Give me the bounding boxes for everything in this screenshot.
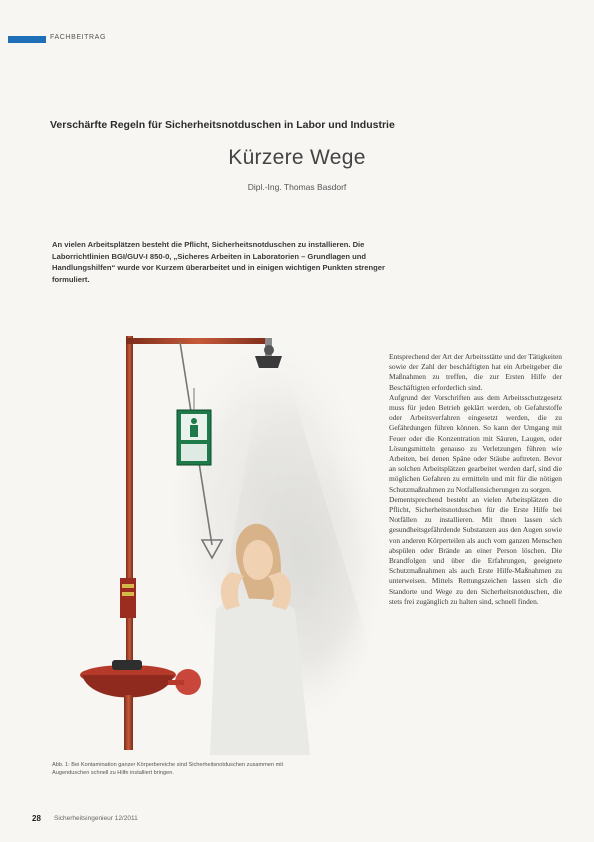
rubric-label: FACHBEITRAG bbox=[50, 34, 106, 41]
article-author: Dipl.-Ing. Thomas Basdorf bbox=[247, 182, 347, 192]
article-kicker: Verschärfte Regeln für Sicherheitsnotduschen in Labor und Industrie bbox=[50, 119, 395, 131]
body-column bbox=[389, 352, 562, 607]
emergency-shower-photo bbox=[40, 310, 400, 755]
magazine-issue: Sicherheitsingenieur 12/2011 bbox=[54, 815, 138, 822]
pipe-horizontal bbox=[126, 338, 271, 344]
eye-wash-nozzle bbox=[112, 660, 142, 670]
shower-head-icon bbox=[255, 356, 282, 368]
page-number: 28 bbox=[32, 814, 41, 823]
rubric-color-bar bbox=[8, 36, 46, 43]
figure-caption: Abb. 1: Bei Kontamination ganzer Körperbereiche sind Sicherheitsnotduschen zusammen mit Augenduschen schnell zu Hilfe installiert bringen. bbox=[52, 762, 284, 776]
body-paragraph: Dementsprechend besteht an vielen Arbeitsplätzen die Pflicht, Sicherheitsnotduschen für die Erste Hilfe bei Notfällen zu installieren. Mit ihnen lassen sich gesundheitsgefährdende Substanzen aus den Augen sowie von anderen Körperteilen als auch vom ganzen Menschen abspülen oder Brände an einer Person löschen. Die Brandfolgen und über die Erfahrungen, geeignete Schutzmaßnahmen als auch Erste Hilfe-Maßnahmen zu unterweisen. Mittels Rettungszeichen lassen sich die Standorte und Wege zu den Sicherheitsnotduschen, die stets frei zugänglich zu halten sind, schnell finden. bbox=[389, 494, 562, 606]
article-title: Kürzere Wege bbox=[228, 146, 366, 169]
body-paragraph: Aufgrund der Vorschriften aus dem Arbeitsschutzgesetz muss für jeden Betrieb geklärt werden, ob Gefahrstoffe oder Arbeitsverfahren eingesetzt werden, die zu Gefährdungen führen können. So kann der Umgang mit Feuer oder die Konzentration mit Säuren, Laugen, oder Lösungsmitteln genauso zu Verletzungen führen wie Arbeiten, bei denen Späne oder Stäube auftreten. Bevor an solchen Arbeitsplätzen gearbeitet werden darf, sind die möglichen Gefahren zu ermitteln und mit für die nötigen Schutzmaßnahmen zu Notfallensicherungen zu sorgen. bbox=[389, 392, 562, 494]
body-paragraph: Entsprechend der Art der Arbeitsstätte und der Tätigkeiten sowie der Zahl der beschäftigten hat ein Arbeitgeber die Maßnahmen zu treffen, die zur Ersten Hilfe der Beschäftigten erforderlich sind. bbox=[389, 352, 562, 392]
article-lead: An vielen Arbeitsplätzen besteht die Pflicht, Sicherheitsnotduschen zu installieren. Die Laborrichtlinien BGI/GUV-I 850-0, „Sicheres Arbeiten in Laboratorien – Grundlagen und Handlungshilfen“ wurde vor Kurzem überarbeitet und in einigen wichtigen Punkten strenger formuliert. bbox=[52, 240, 385, 284]
